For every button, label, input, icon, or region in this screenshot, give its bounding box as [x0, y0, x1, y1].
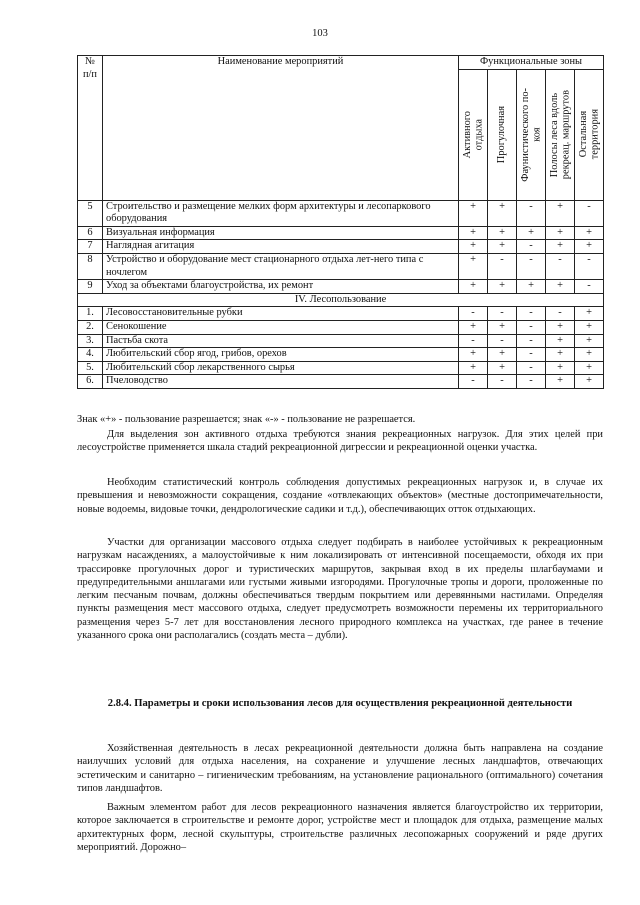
row-mark: +	[546, 280, 575, 294]
row-mark: +	[459, 280, 488, 294]
row-num: 6.	[78, 375, 103, 389]
row-mark: -	[488, 253, 517, 279]
row-num: 5	[78, 200, 103, 226]
row-mark: +	[546, 361, 575, 375]
row-mark: +	[488, 200, 517, 226]
row-name: Визуальная информация	[103, 226, 459, 240]
row-mark: -	[517, 348, 546, 362]
row-num: 9	[78, 280, 103, 294]
table-row	[78, 280, 604, 294]
header-num: № п/п	[78, 56, 103, 201]
row-num: 2.	[78, 320, 103, 334]
row-name: Лесовосстановительные рубки	[103, 307, 459, 321]
row-mark: -	[517, 334, 546, 348]
functional-zones-table	[77, 55, 604, 389]
row-mark: +	[546, 240, 575, 254]
row-num: 7	[78, 240, 103, 254]
table-row	[78, 307, 604, 321]
row-mark: +	[575, 226, 604, 240]
row-mark: -	[517, 361, 546, 375]
row-mark: +	[546, 200, 575, 226]
row-mark: -	[546, 253, 575, 279]
row-mark: +	[488, 361, 517, 375]
row-mark: +	[488, 280, 517, 294]
row-name: Любительский сбор ягод, грибов, орехов	[103, 348, 459, 362]
header-zone-other: Остальная территория	[575, 69, 604, 200]
row-num: 6	[78, 226, 103, 240]
row-num: 5.	[78, 361, 103, 375]
row-mark: +	[575, 348, 604, 362]
row-mark: +	[546, 320, 575, 334]
table-row	[78, 253, 604, 279]
section-heading: 2.8.4. Параметры и сроки использования лесов для осуществления рекреационной деятельности	[107, 698, 573, 709]
section-title: IV. Лесопользование	[78, 293, 604, 307]
row-num: 4.	[78, 348, 103, 362]
table-row	[78, 320, 604, 334]
row-mark: -	[459, 307, 488, 321]
header-zone-fauna: Фаунистического по- коя	[517, 69, 546, 200]
row-name: Наглядная агитация	[103, 240, 459, 254]
row-mark: -	[517, 375, 546, 389]
row-mark: -	[517, 253, 546, 279]
header-zone-strips: Полосы леса вдоль рекреац. маршрутов	[546, 69, 575, 200]
row-mark: +	[575, 361, 604, 375]
row-name: Пастьба скота	[103, 334, 459, 348]
header-name: Наименование мероприятий	[103, 56, 459, 201]
row-mark: -	[517, 240, 546, 254]
row-name: Любительский сбор лекарственного сырья	[103, 361, 459, 375]
row-mark: -	[517, 307, 546, 321]
row-mark: -	[546, 307, 575, 321]
table-note: Знак «+» - пользование разрешается; знак «-» - пользование не разрешается.	[77, 414, 416, 425]
row-mark: -	[459, 375, 488, 389]
page-number: 103	[312, 28, 328, 39]
table-row	[78, 240, 604, 254]
row-name: Устройство и оборудование мест стационарного отдыха лет-него типа с ночлегом	[103, 253, 459, 279]
row-mark: +	[459, 320, 488, 334]
row-mark: +	[459, 348, 488, 362]
paragraph-mass-recreation-sites: Участки для организации массового отдыха следует подбирать в наиболее устойчивых к рекреационным нагрузкам насаждениях, а малоустойчивые к ним локализировать от интенсивной посещаемости, обходя их при трассировке прогулочных дорог и туристических маршрутов, закрывая вход в их пределы шлагбаумами и предупредительными аншлагами или густыми живыми изгородями. Прогулочные тропы и дороги, проложенные по легким песчаным почвам, должны обеспечиваться твердым покрытием или деревянными настилами. Определяя пункты размещения мест массового отдыха, следует предусмотреть возможности перемены их территориального размещения через 5-7 лет для восстановления лесного природного комплекса на участках, где ранее в течение указанного срока они располагались (создать места – дубли).	[77, 537, 603, 642]
table-row	[78, 334, 604, 348]
row-num: 1.	[78, 307, 103, 321]
row-mark: +	[546, 348, 575, 362]
row-mark: -	[488, 334, 517, 348]
row-mark: +	[517, 226, 546, 240]
row-mark: -	[575, 253, 604, 279]
row-name: Уход за объектами благоустройства, их ремонт	[103, 280, 459, 294]
row-mark: +	[546, 226, 575, 240]
row-mark: +	[488, 240, 517, 254]
row-mark: +	[575, 334, 604, 348]
header-zone-walking: Прогулочная	[488, 69, 517, 200]
row-mark: +	[488, 320, 517, 334]
table-row	[78, 200, 604, 226]
row-mark: -	[575, 200, 604, 226]
header-zones-title: Функциональные зоны	[459, 56, 604, 70]
row-mark: +	[459, 361, 488, 375]
row-num: 3.	[78, 334, 103, 348]
paragraph-statistical-control: Необходим статистический контроль соблюдения допустимых рекреационных нагрузок и, в случае их превышения и невозможности сокращения, создание «отвлекающих объектов» (местные достопримечательности, новые водоемы, видовые точки, дендрологические садики и т.д.), обеспечивающих отток отдыхающих.	[77, 477, 603, 515]
row-mark: -	[517, 320, 546, 334]
table-row	[78, 361, 604, 375]
table-row	[78, 226, 604, 240]
row-num: 8	[78, 253, 103, 279]
section-row	[78, 293, 604, 307]
row-mark: +	[575, 240, 604, 254]
row-mark: +	[517, 280, 546, 294]
paragraph-improvement-works: Важным элементом работ для лесов рекреационного назначения является благоустройство их территории, которое заключается в строительстве и ремонте дорог, устройстве мест и площадок для отдыха, размещение малых архитектурных форм, лесной скульптуры, строительстве различных лесопожарных сооружений и ряде других мероприятий. Дорожно–	[77, 802, 603, 853]
row-mark: -	[459, 334, 488, 348]
row-mark: +	[575, 320, 604, 334]
row-mark: -	[575, 280, 604, 294]
table-row	[78, 348, 604, 362]
row-mark: +	[459, 240, 488, 254]
row-name: Пчеловодство	[103, 375, 459, 389]
row-mark: +	[575, 375, 604, 389]
row-mark: +	[546, 334, 575, 348]
table-row	[78, 375, 604, 389]
row-mark: +	[459, 226, 488, 240]
row-mark: +	[488, 226, 517, 240]
header-zone-active: Активного отдыха	[459, 69, 488, 200]
row-mark: -	[488, 375, 517, 389]
row-name: Сенокошение	[103, 320, 459, 334]
row-mark: +	[459, 253, 488, 279]
row-mark: -	[517, 200, 546, 226]
row-mark: -	[488, 307, 517, 321]
row-mark: +	[459, 200, 488, 226]
paragraph-economic-activity: Хозяйственная деятельность в лесах рекреационной деятельности должна быть направлена на создание наилучших условий для отдыха населения, на сохранение и улучшение лесных ландшафтов, отвечающих эстетическим и санитарно – гигиеническим требованиям, на установление рационального (оптимального) сочетания типов ландшафтов.	[77, 743, 603, 794]
row-name: Строительство и размещение мелких форм архитектуры и лесопаркового оборудования	[103, 200, 459, 226]
row-mark: +	[546, 375, 575, 389]
row-mark: +	[575, 307, 604, 321]
paragraph-recreational-loads: Для выделения зон активного отдыха требуются знания рекреационных нагрузок. Для этих целей при лесоустройстве применяется шкала стадий рекреационной дигрессии и рекреационной оценки участка.	[77, 429, 603, 454]
row-mark: +	[488, 348, 517, 362]
